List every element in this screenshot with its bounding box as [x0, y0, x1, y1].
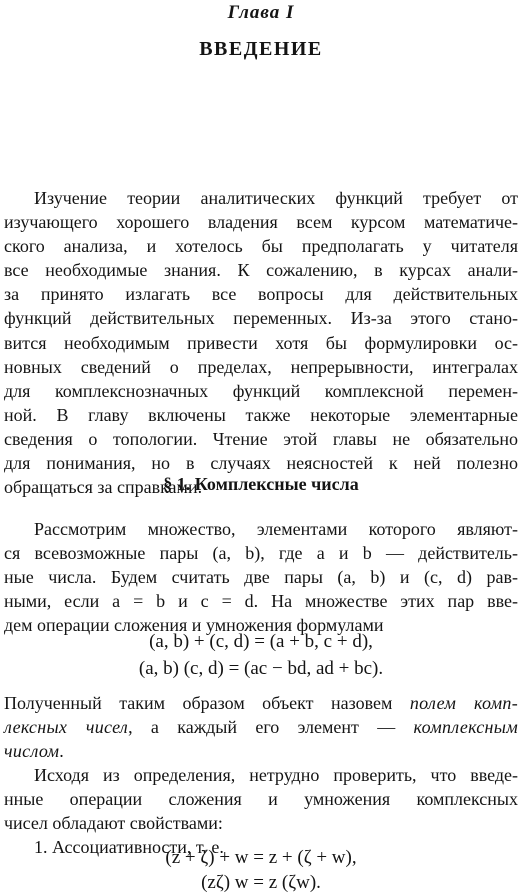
- intro-line: ной. В главу включены также некоторые элементарные: [4, 404, 518, 425]
- intro-line: сведения о топологии. Чтение этой главы не обязательно: [4, 428, 518, 449]
- definition-text: .: [59, 741, 64, 762]
- intro-line: за принято излагать все вопросы для действительных: [4, 284, 518, 305]
- definition-text: Полученный таким образом объект назовем: [4, 693, 410, 713]
- properties-line: Исходя из определения, нетрудно проверить, что введе-: [34, 765, 518, 785]
- definition-line: [4, 715, 518, 739]
- intro-line: все необходимые знания. К сожалению, в курсах анали-: [4, 260, 518, 281]
- chapter-label: Глава I: [227, 2, 295, 23]
- intro-paragraph: [4, 186, 518, 499]
- term-field-cont: лексных чисел: [4, 717, 129, 738]
- term-number: числом: [4, 741, 60, 762]
- pairs-line: ся всевозможные пары (a, b), где a и b — действитель-: [4, 543, 518, 564]
- intro-line: ского анализа, и хотелось бы предполагать у читателя: [4, 236, 518, 257]
- pairs-line: дем операции сложения и умножения формулами: [4, 615, 384, 636]
- property-item: 1. Ассоциативности, т. е.: [34, 837, 224, 858]
- intro-line: обращаться за справками.: [4, 477, 203, 498]
- definition-paragraph: [4, 691, 518, 763]
- section-heading: § 1. Комплексные числа: [163, 474, 359, 494]
- term-field: полем комп-: [409, 693, 518, 713]
- formula-product: (a, b) (c, d) = (ac − bd, ad + bc).: [138, 658, 384, 679]
- definition-line: [4, 691, 518, 715]
- chapter-title: ВВЕДЕНИЕ: [199, 38, 323, 60]
- properties-paragraph: [4, 763, 518, 859]
- definition-text: , а каждый его элемент —: [128, 717, 414, 738]
- intro-line: Изучение теории аналитических функций требует от: [34, 188, 518, 208]
- intro-line: для комплекснозначных функций комплексной перемен-: [4, 380, 518, 401]
- pairs-line: ными, если a = b и c = d. На множестве этих пар вве-: [4, 591, 518, 612]
- pairs-line: ные числа. Будем считать две пары (a, b) и (c, d) рав-: [4, 567, 518, 588]
- formula-assoc-sum: (z + ζ) + w = z + (ζ + w),: [165, 847, 357, 868]
- intro-line: вится необходимым привести хотя бы формулировки ос-: [4, 332, 518, 353]
- intro-line: новных сведений о пределах, непрерывности, интегралах: [4, 356, 518, 377]
- properties-line: нные операции сложения и умножения комплексных: [4, 789, 518, 810]
- properties-line: чисел обладают свойствами:: [4, 813, 223, 834]
- pairs-line: Рассмотрим множество, элементами которого являют-: [34, 519, 518, 539]
- term-complex: комплексным: [413, 717, 519, 738]
- formula-sum: (a, b) + (c, d) = (a + b, c + d),: [149, 631, 373, 652]
- formula-assoc-product: (zζ) w = z (ζw).: [201, 872, 321, 893]
- definition-line: [4, 739, 518, 763]
- intro-line: изучающего хорошего владения всем курсом математиче-: [4, 212, 518, 233]
- pairs-paragraph: [4, 517, 518, 637]
- intro-line: функций действительных переменных. Из-за этого стано-: [4, 308, 518, 329]
- intro-line: для понимания, но в случаях неясностей к ней полезно: [4, 453, 518, 474]
